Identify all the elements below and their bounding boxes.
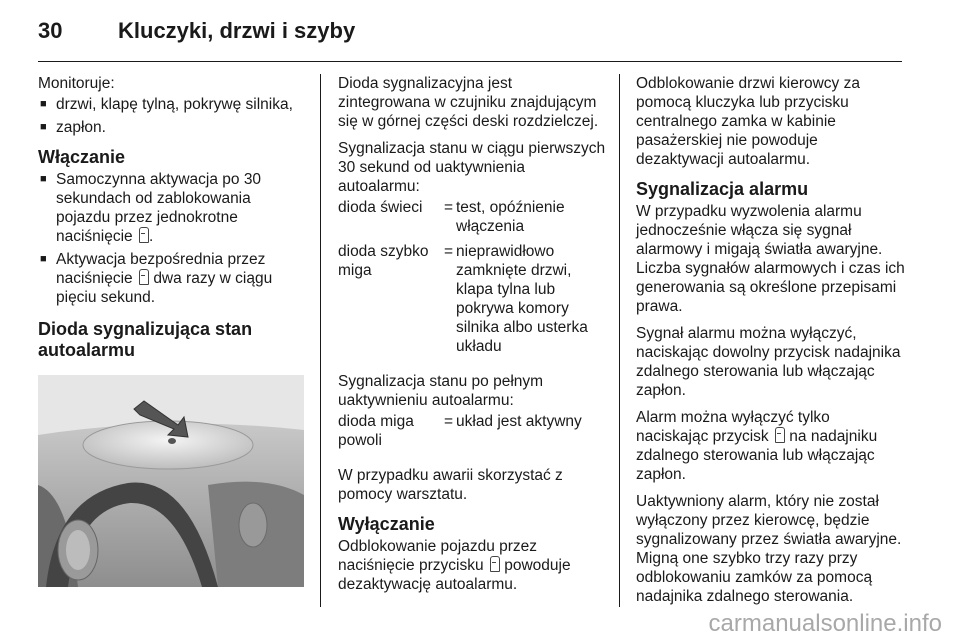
paragraph: W przypadku wyzwolenia alarmu jednocześnie włącza się sygnał alarmowy i migają światła awaryjne. Liczba sygnałów alarmowych i czas ich generowania są określone przepisami prawa. [636, 203, 905, 315]
definition: test, opóźnienie włączenia [456, 199, 565, 235]
paragraph: Sygnał alarmu można wyłączyć, naciskając dowolny przycisk nadajnika zdalnego sterowania lub włączając zapłon. [636, 325, 901, 399]
dashboard-photo [38, 375, 304, 587]
paragraph-text: powoduje dezaktywację autoalarmu. [338, 557, 571, 593]
paragraph: Dioda sygnalizacyjna jest zintegrowana w czujniku znajdującym się w górnej części deski rozdzielczej. [338, 75, 599, 130]
watermark: carmanualsonline.info [708, 610, 942, 637]
column-divider [619, 74, 620, 607]
table-row [338, 412, 608, 456]
page-number: 30 [38, 18, 63, 43]
heading-disable: Wyłączanie [338, 514, 435, 534]
list-item [38, 170, 304, 246]
heading-alarm: Sygnalizacja alarmu [636, 179, 809, 199]
paragraph-text: Odblokowanie pojazdu przez naciśnięcie przycisku [338, 538, 538, 574]
paragraph [636, 408, 906, 484]
equals-sign: = [444, 413, 454, 430]
monitor-intro: Monitoruje: [38, 75, 115, 92]
column-divider [320, 74, 321, 607]
term: dioda miga powoli [338, 413, 414, 449]
column-2 [338, 74, 608, 602]
term: dioda świeci [338, 199, 423, 216]
paragraph: Sygnalizacja stanu w ciągu pierwszych 30 sekund od uaktywnienia autoalarmu: [338, 140, 606, 195]
unlock-key-icon [775, 427, 785, 443]
paragraph: Odblokowanie drzwi kierowcy za pomocą kluczyka lub przycisku centralnego zamka w kabinie pasażerskiej nie powoduje dezaktywacji autoalarmu. [636, 75, 860, 168]
definition: układ jest aktywny [456, 413, 582, 430]
table-row [338, 242, 608, 362]
column-1 [38, 74, 304, 587]
paragraph-text: Alarm można wyłączyć tylko naciskając przycisk [636, 409, 830, 445]
paragraph: Uaktywniony alarm, który nie został wyłączony przez kierowcę, będzie sygnalizowany przez światła awaryjne. Migną one szybko trzy razy przy odblokowaniu zamków za pomocą nadajnika zdalnego sterowania. [636, 493, 902, 605]
term: dioda szybko miga [338, 243, 429, 279]
list-item: ■ drzwi, klapę tylną, pokrywę silnika, [38, 95, 304, 114]
lock-key-icon [139, 269, 149, 285]
list-item [38, 250, 304, 307]
list-item-text: dwa razy w ciągu pięciu sekund. [56, 270, 273, 306]
heading-enable: Włączanie [38, 147, 126, 167]
paragraph-text: na nadajniku zdalnego sterowania lub włączając zapłon. [636, 428, 878, 483]
list-item-text: Samoczynna aktywacja po 30 sekundach od zablokowania pojazdu przez jednokrotne naciśnięcie [56, 171, 262, 245]
list-item-text: Aktywacja bezpośrednia przez naciśnięcie [56, 251, 266, 287]
chapter-title: Kluczyki, drzwi i szyby [118, 18, 356, 43]
lock-key-icon [139, 227, 149, 243]
paragraph [338, 537, 608, 594]
list-item-text: . [149, 228, 154, 245]
unlock-key-icon [490, 556, 500, 572]
status-table-initial [338, 198, 608, 362]
header-rule [38, 61, 902, 62]
equals-sign: = [444, 199, 454, 216]
table-row [338, 198, 608, 242]
column-3 [636, 74, 906, 614]
paragraph: W przypadku awarii skorzystać z pomocy warsztatu. [338, 467, 563, 503]
list-item: ■ zapłon. [38, 118, 304, 137]
monitor-list [38, 95, 304, 137]
enable-list [38, 170, 304, 307]
equals-sign: = [444, 243, 454, 260]
paragraph: Sygnalizacja stanu po pełnym uaktywnieniu autoalarmu: [338, 373, 544, 409]
status-table-active [338, 412, 608, 456]
heading-led: Dioda sygnalizująca stan autoalarmu [38, 319, 253, 360]
definition: nieprawidłowo zamknięte drzwi, klapa tylna lub pokrywa komory silnika albo usterka układu [456, 243, 588, 355]
